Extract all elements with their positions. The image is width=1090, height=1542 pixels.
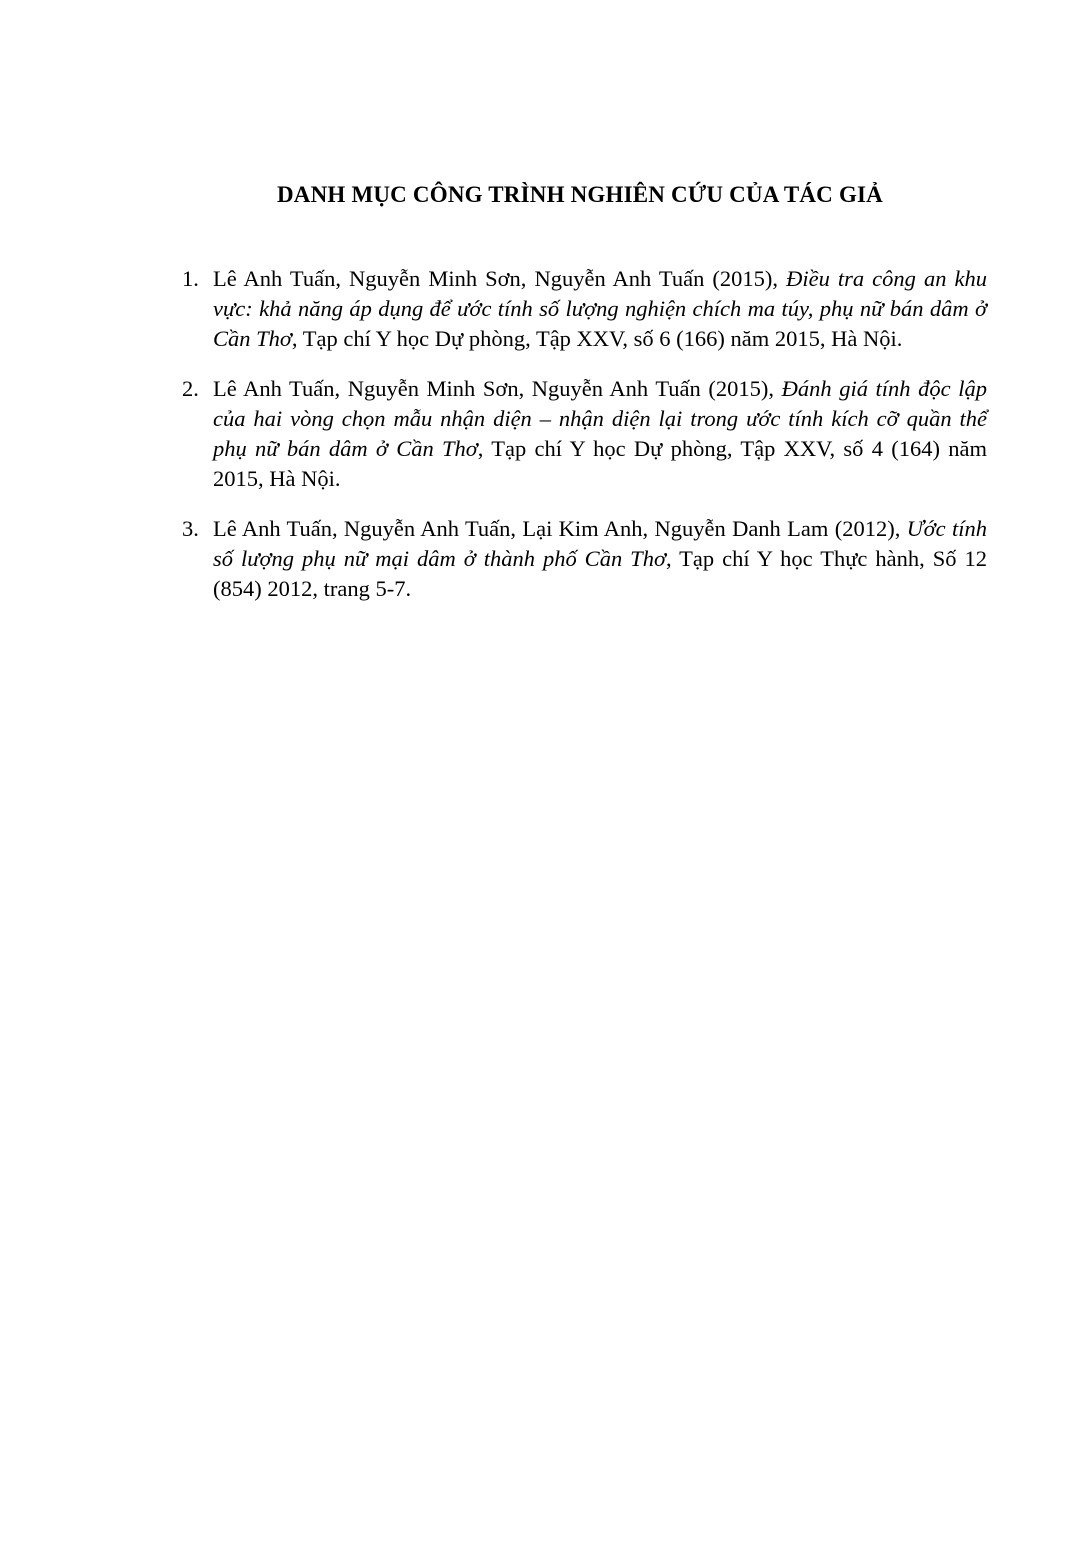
reference-item (172, 264, 987, 354)
reference-source: , Tạp chí Y học Dự phòng, Tập XXV, số 6 (166) năm 2015, Hà Nội. (291, 326, 903, 351)
reference-title: Đánh giá tính độc lập của hai vòng chọn mẫu nhận diện – nhận diện lại trong ước tính kích cỡ quần thể phụ nữ bán dâm ở Cần Thơ (213, 376, 987, 461)
reference-source: , Tạp chí Y học Dự phòng, Tập XXV, số 4 (164) năm 2015, Hà Nội. (213, 436, 987, 491)
reference-authors: Lê Anh Tuấn, Nguyễn Minh Sơn, Nguyễn Anh Tuấn (2015), (213, 376, 782, 401)
reference-source: , Tạp chí Y học Thực hành, Số 12 (854) 2012, trang 5-7. (213, 546, 987, 601)
reference-item (172, 374, 987, 494)
page-title: DANH MỤC CÔNG TRÌNH NGHIÊN CỨU CỦA TÁC GIẢ (276, 182, 883, 207)
reference-number: 1. (182, 266, 199, 291)
reference-title: Ước tính số lượng phụ nữ mại dâm ở thành phố Cần Thơ (213, 516, 987, 571)
reference-item (172, 514, 987, 604)
reference-number: 3. (182, 516, 199, 541)
reference-list (172, 264, 987, 624)
reference-number: 2. (182, 376, 199, 401)
reference-title: Điều tra công an khu vực: khả năng áp dụng để ước tính số lượng nghiện chích ma túy, phụ nữ bán dâm ở Cần Thơ (213, 266, 988, 351)
reference-authors: Lê Anh Tuấn, Nguyễn Anh Tuấn, Lại Kim Anh, Nguyễn Danh Lam (2012), (213, 516, 907, 541)
reference-authors: Lê Anh Tuấn, Nguyễn Minh Sơn, Nguyễn Anh Tuấn (2015), (213, 266, 787, 291)
